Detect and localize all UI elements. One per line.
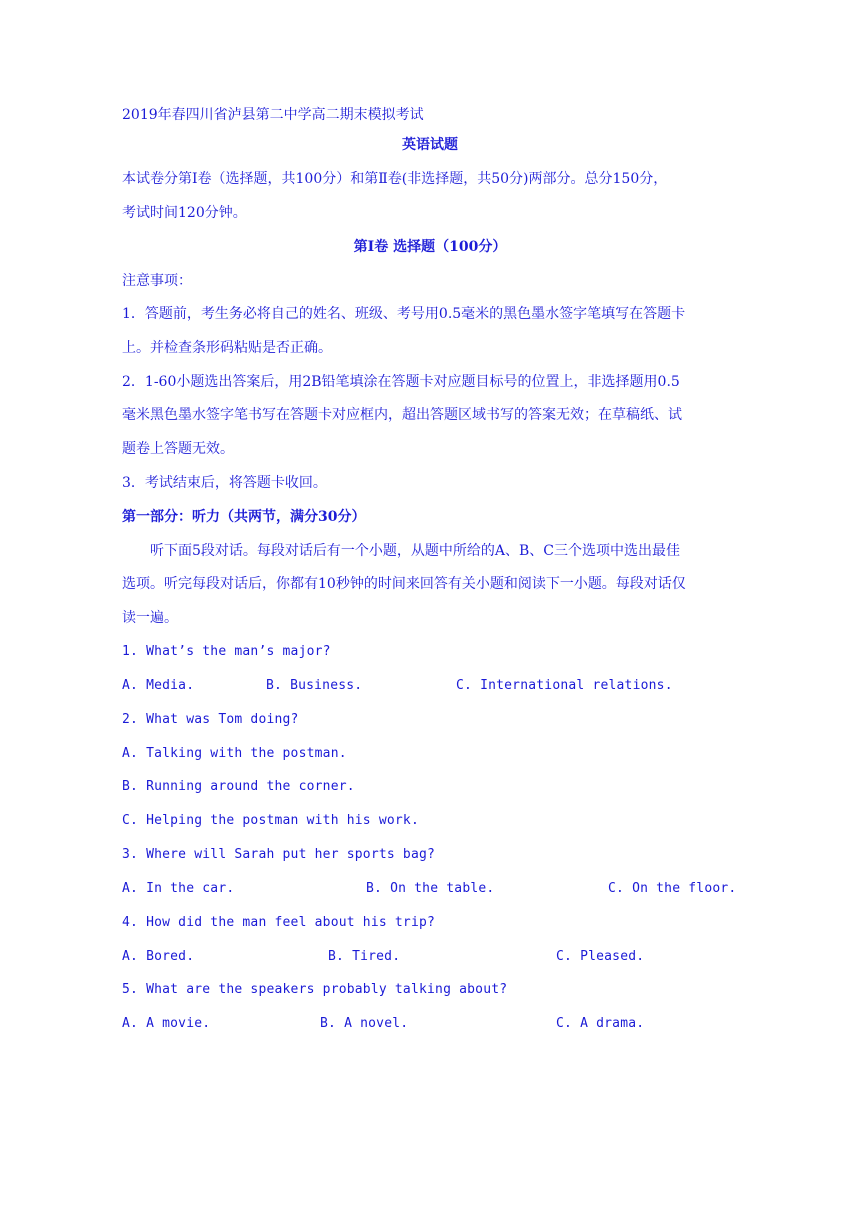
intro-line-1: 本试卷分第Ⅰ卷（选择题，共100分）和第Ⅱ卷(非选择题，共50分)两部分。总分150分，: [122, 171, 668, 187]
question-2: 2. What was Tom doing?: [122, 712, 299, 727]
q5-option-c: C. A drama.: [556, 1016, 645, 1031]
q5-option-a: A. A movie.: [122, 1016, 211, 1031]
q4-option-c: C. Pleased.: [556, 949, 645, 964]
section1-instruction-line-2: 选项。听完每段对话后，你都有10秒钟的时间来回答有关小题和阅读下一小题。每段对话仅: [122, 576, 686, 592]
note-2-line-3: 题卷上答题无效。: [122, 441, 234, 457]
note-1-line-1: 1．答题前，考生务必将自己的姓名、班级、考号用0.5毫米的黑色墨水签字笔填写在答题卡: [122, 306, 686, 322]
q3-option-a: A. In the car.: [122, 881, 235, 896]
question-1: 1. What’s the man’s major?: [122, 644, 331, 659]
section1-instruction-line-3: 读一遍。: [122, 610, 178, 626]
note-2-line-2: 毫米黑色墨水签字笔书写在答题卡对应框内，超出答题区域书写的答案无效；在草稿纸、试: [122, 407, 682, 423]
q1-option-c: C. International relations.: [456, 678, 673, 693]
q2-option-c: C. Helping the postman with his work.: [122, 813, 419, 828]
note-1-line-2: 上。并检查条形码粘贴是否正确。: [122, 340, 332, 356]
notes-heading: 注意事项：: [122, 273, 192, 289]
q2-option-a: A. Talking with the postman.: [122, 746, 347, 761]
question-5: 5. What are the speakers probably talking about?: [122, 982, 508, 997]
q1-option-a: A. Media.: [122, 678, 195, 693]
q4-option-a: A. Bored.: [122, 949, 195, 964]
section1-instruction-line-1: 听下面5段对话。每段对话后有一个小题，从题中所给的A、B、C三个选项中选出最佳: [150, 543, 681, 559]
q3-option-c: C. On the floor.: [608, 881, 737, 896]
q3-option-b: B. On the table.: [366, 881, 495, 896]
q2-option-b: B. Running around the corner.: [122, 779, 355, 794]
note-2-line-1: 2．1-60小题选出答案后，用2B铅笔填涂在答题卡对应题目标号的位置上，非选择题用0.5: [122, 374, 680, 390]
intro-line-2: 考试时间120分钟。: [122, 205, 247, 221]
exam-school-line: 2019年春四川省泸县第二中学高二期末模拟考试: [122, 107, 424, 123]
q4-option-b: B. Tired.: [328, 949, 401, 964]
question-4: 4. How did the man feel about his trip?: [122, 915, 436, 930]
section1-title: 第一部分：听力（共两节，满分30分）: [122, 509, 366, 525]
question-3: 3. Where will Sarah put her sports bag?: [122, 847, 436, 862]
part1-title: 第Ⅰ卷 选择题（100分）: [353, 239, 507, 255]
note-3: 3．考试结束后，将答题卡收回。: [122, 475, 327, 491]
exam-subject-title: 英语试题: [402, 137, 458, 153]
q5-option-b: B. A novel.: [320, 1016, 409, 1031]
q1-option-b: B. Business.: [266, 678, 363, 693]
